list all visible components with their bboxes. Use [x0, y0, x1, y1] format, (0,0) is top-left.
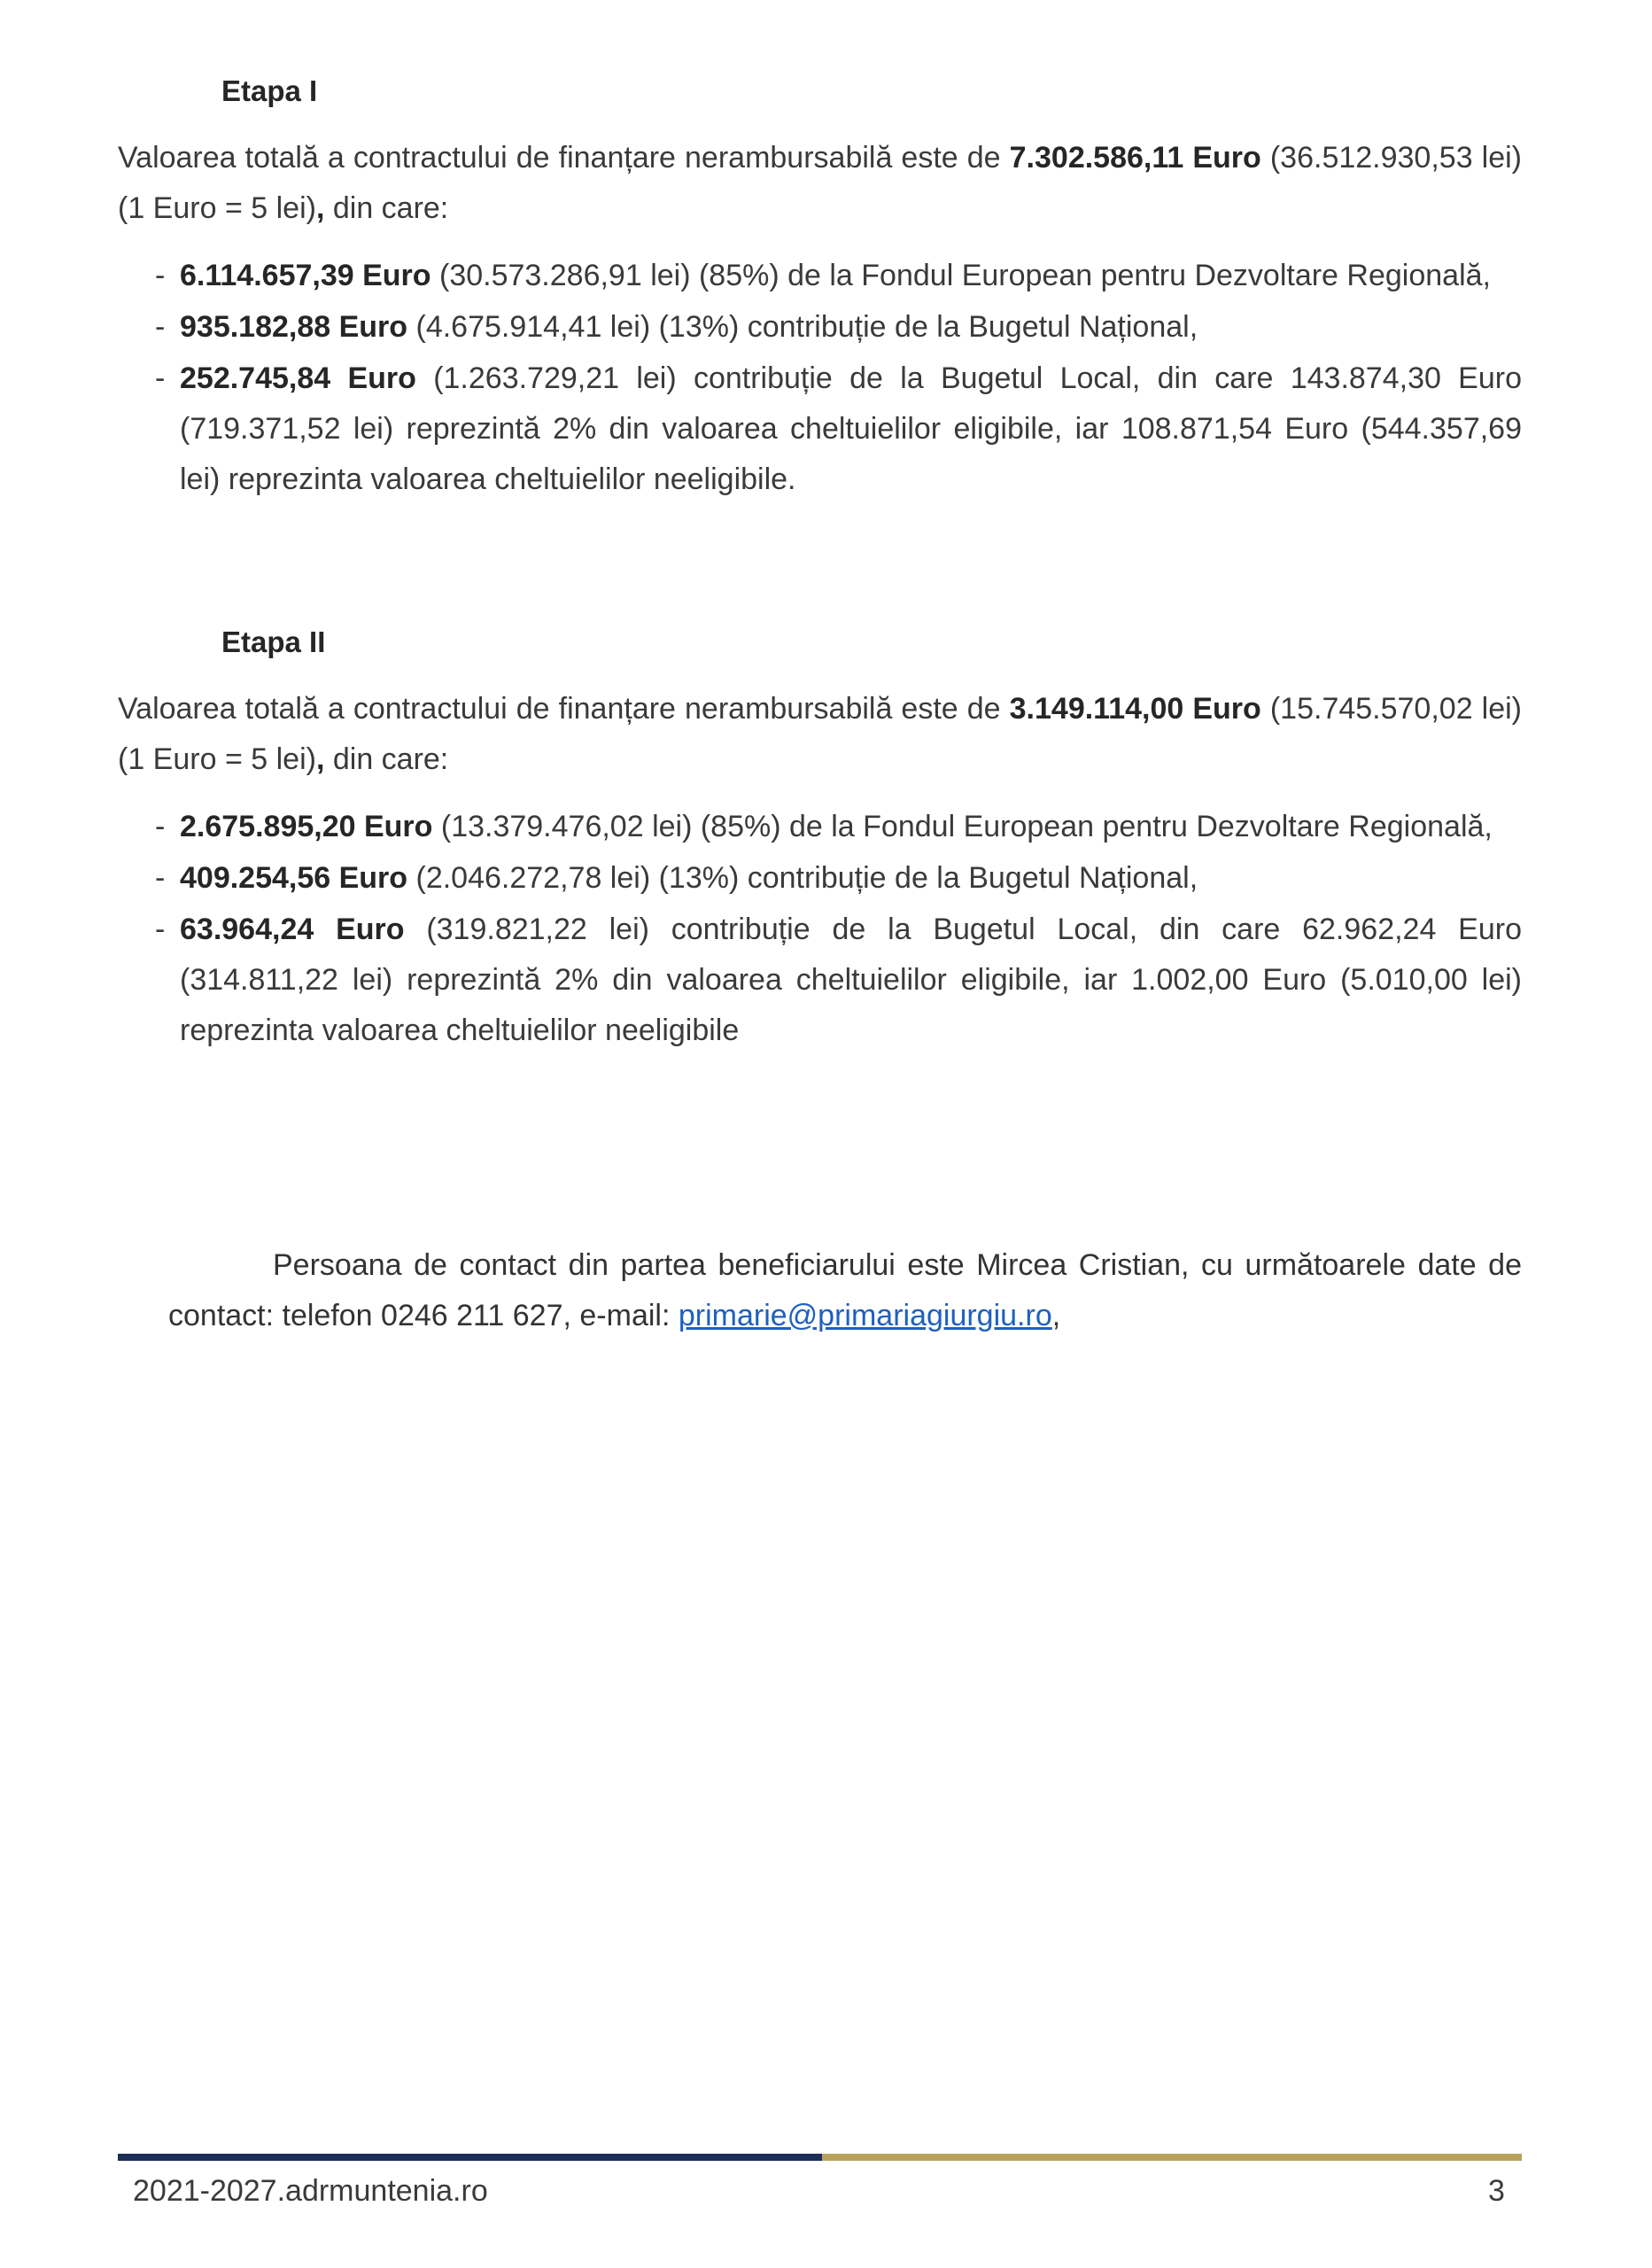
item-text: (13.379.476,02 lei) (85%) de la Fondul European pentru Dezvoltare Regională,	[432, 810, 1493, 843]
section-1-intro-comma: ,	[315, 191, 325, 225]
section-1-intro	[118, 133, 1522, 234]
item-amount: 252.745,84 Euro	[180, 361, 416, 395]
dash-bullet: -	[155, 310, 166, 344]
contact-paragraph	[168, 1240, 1522, 1341]
section-1-breakdown-list	[155, 251, 1522, 506]
item-amount: 935.182,88 Euro	[180, 310, 408, 344]
dash-bullet: -	[155, 361, 166, 395]
item-text: (319.821,22 lei) contribuție de la Bugetul Local, din care 62.962,24 Euro (314.811,22 lei) reprezintă 2% din valoarea cheltuielilor eligibile, iar 1.002,00 Euro (5.010,00 lei) reprezinta valoarea cheltuielilor neeligibile	[180, 913, 1522, 1047]
section-2-intro-tail: din care:	[324, 742, 449, 776]
section-1-intro-lei: (36.512.930,53 lei) (1 Euro = 5 lei)	[118, 141, 1523, 225]
section-1-total-euro: 7.302.586,11 Euro	[1009, 141, 1261, 175]
page-number: 3	[1488, 2174, 1505, 2208]
list-item	[155, 251, 1522, 301]
contact-text: Persoana de contact din partea beneficiarului este Mircea Cristian, cu următoarele date de contact: telefon 0246 211 627, e-mail:	[168, 1248, 1522, 1332]
item-amount: 409.254,56 Euro	[180, 861, 408, 895]
section-2-breakdown-list	[155, 802, 1522, 1057]
dash-bullet: -	[155, 810, 166, 843]
section-2-heading: Etapa II	[221, 625, 326, 658]
dash-bullet: -	[155, 259, 166, 292]
list-item	[155, 802, 1522, 852]
item-amount: 2.675.895,20 Euro	[180, 810, 433, 843]
section-2-intro	[118, 684, 1522, 785]
section-2-intro-lei: (15.745.570,02 lei) (1 Euro = 5 lei)	[118, 692, 1523, 776]
footer-bar-right	[822, 2154, 1522, 2161]
contact-email-link[interactable]: primarie@primariagiurgiu.ro	[678, 1299, 1052, 1332]
list-item	[155, 353, 1522, 505]
section-1-intro-tail: din care:	[324, 191, 449, 225]
footer-bar-left	[118, 2154, 822, 2161]
item-amount: 6.114.657,39 Euro	[180, 259, 431, 292]
section-2-intro-comma: ,	[315, 742, 325, 776]
item-text: (4.675.914,41 lei) (13%) contribuție de la Bugetul Național,	[407, 310, 1198, 344]
list-item	[155, 905, 1522, 1056]
dash-bullet: -	[155, 861, 166, 895]
footer-website: 2021-2027.adrmuntenia.ro	[133, 2174, 488, 2208]
dash-bullet: -	[155, 913, 166, 946]
item-text: (2.046.272,78 lei) (13%) contribuție de la Bugetul Național,	[407, 861, 1198, 895]
section-2-intro-text: Valoarea totală a contractului de finanțare nerambursabilă este de	[118, 692, 1010, 726]
section-1-intro-text: Valoarea totală a contractului de finanțare nerambursabilă este de	[118, 141, 1010, 175]
section-1-heading: Etapa I	[221, 74, 318, 107]
section-2-total-euro: 3.149.114,00 Euro	[1009, 692, 1261, 726]
contact-trailing: ,	[1051, 1299, 1061, 1332]
list-item	[155, 302, 1522, 353]
item-text: (30.573.286,91 lei) (85%) de la Fondul European pentru Dezvoltare Regională,	[430, 259, 1491, 292]
item-amount: 63.964,24 Euro	[180, 913, 405, 946]
list-item	[155, 853, 1522, 904]
item-text: (1.263.729,21 lei) contribuție de la Bugetul Local, din care 143.874,30 Euro (719.371,52 lei) reprezintă 2% din valoarea cheltuielilor eligibile, iar 108.871,54 Euro (544.357,69 lei) reprezinta valoarea cheltuielilor neeligibile.	[180, 361, 1522, 496]
